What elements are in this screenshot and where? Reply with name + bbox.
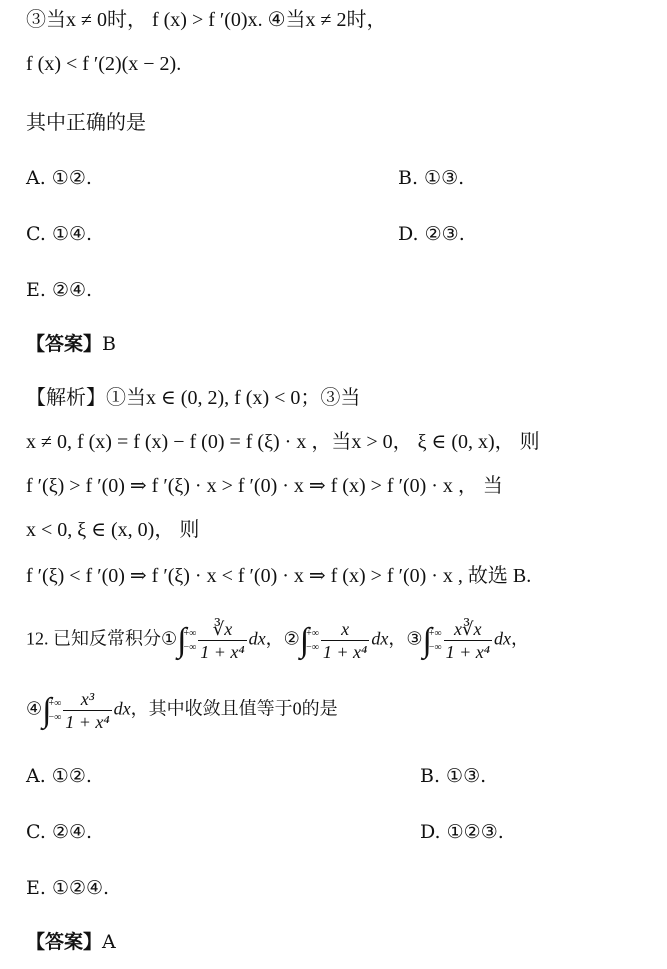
question-prompt: 其中正确的是 xyxy=(26,110,146,134)
solution-line-2: x ≠ 0, f (x) = f (x) − f (0) = f (ξ) · x ，当x > 0， ξ ∈ (0, x)， 则 xyxy=(26,431,540,453)
q12-stem-line-2 xyxy=(26,688,338,733)
integral-3: ③∫ +∞ −∞ $\frac{x∛x}{\text{1 + x⁴}}$ dx， xyxy=(406,619,529,662)
integral-2: ②∫ +∞ −∞ $\frac{x}{\text{1 + x⁴}}$ dx， xyxy=(283,619,407,662)
integral-4: ④∫ +∞ −∞ $\frac{\text{x³}}{\text{1 + x⁴}}$ dx xyxy=(26,689,131,732)
q12-answer xyxy=(26,928,116,956)
q11-option-d: D. ②③. xyxy=(398,223,465,245)
q11-option-b: B. ①③. xyxy=(398,167,465,189)
statement-4-cont: f (x) < f ′(2)(x − 2). xyxy=(26,53,182,75)
q12-prefix: 12. 已知反常积分 xyxy=(26,628,161,649)
answer-value: B xyxy=(102,333,116,355)
q12-suffix: ，其中收敛且值等于0的是 xyxy=(130,698,338,719)
q11-option-a: A. ①②. xyxy=(26,167,92,189)
answer-label: 【答案】 xyxy=(26,931,103,953)
answer-label: 【答案】 xyxy=(26,333,103,355)
q12-option-d: D. ①②③. xyxy=(420,821,504,843)
solution-line-1: 【解析】①当x ∈ (0, 2), f (x) < 0；③当 xyxy=(26,387,361,409)
q12-stem-line-1 xyxy=(26,618,529,663)
answer-value: A xyxy=(102,931,116,953)
integral-1: ①∫ +∞ −∞ $\frac{∛x}{\text{1 + x⁴}}$ dx， xyxy=(161,619,284,662)
solution-line-3: f ′(ξ) > f ′(0) ⇒ f ′(ξ) · x > f ′(0) · x ⇒ f (x) > f ′(0) · x ， 当 xyxy=(26,475,503,497)
q11-answer xyxy=(26,330,116,358)
q12-option-c: C. ②④. xyxy=(26,821,93,843)
q12-option-b: B. ①③. xyxy=(420,765,487,787)
solution-line-4: x < 0, ξ ∈ (x, 0)， 则 xyxy=(26,519,200,541)
q12-option-e: E. ①②④. xyxy=(26,877,110,899)
q11-option-e: E. ②④. xyxy=(26,279,93,301)
statement-3-4: ③当x ≠ 0时， f (x) > f ′(0)x. ④当x ≠ 2时， xyxy=(26,9,387,31)
q12-option-a: A. ①②. xyxy=(26,765,92,787)
q11-option-c: C. ①④. xyxy=(26,223,93,245)
solution-line-5: f ′(ξ) < f ′(0) ⇒ f ′(ξ) · x < f ′(0) · x ⇒ f (x) > f ′(0) · x , 故选 B. xyxy=(26,565,532,587)
